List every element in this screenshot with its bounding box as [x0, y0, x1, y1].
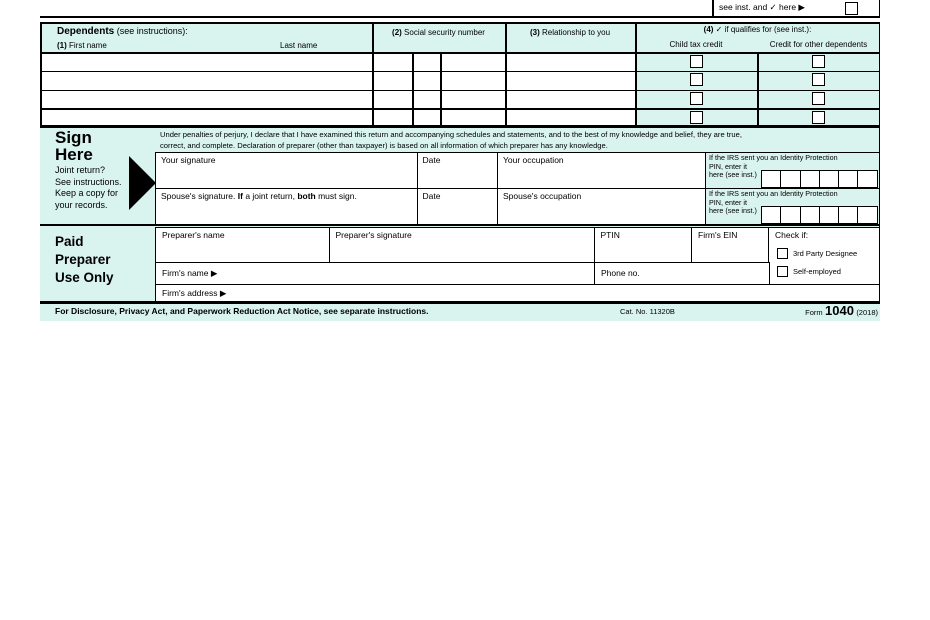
see-inst-note: see inst. and ✓ here ▶ [719, 2, 805, 12]
form-year: (2018) [856, 308, 878, 317]
firm-address-label: Firm's address ▶ [162, 288, 227, 298]
other-dependents-checkbox-row4[interactable] [812, 111, 825, 124]
dependent-relationship-cell-row1[interactable] [505, 52, 635, 71]
firm-name-field[interactable] [155, 262, 596, 286]
ssn-segment-divider [412, 52, 414, 127]
relationship-col-label: Relationship to you [539, 28, 611, 37]
dependent-relationship-cell-row2[interactable] [505, 71, 635, 90]
divider [879, 0, 881, 16]
relationship-col-number: (3) [529, 28, 540, 37]
child-tax-credit-checkbox-row4[interactable] [690, 111, 703, 124]
divider [40, 22, 42, 127]
sign-here-title-line2: Here [55, 145, 93, 164]
check-if-label: Check if: [775, 230, 809, 240]
pin-digit-box[interactable] [838, 206, 859, 224]
spouse-occupation-field[interactable] [497, 188, 707, 226]
preparer-signature-label: Preparer's signature [335, 230, 412, 240]
pin-digit-box[interactable] [800, 206, 821, 224]
qualifies-col-number: (4) [703, 25, 714, 34]
dependent-name-cell-row3[interactable] [40, 90, 372, 109]
child-tax-credit-checkbox-row3[interactable] [690, 92, 703, 105]
third-party-designee-label: 3rd Party Designee [793, 248, 858, 258]
child-tax-credit-checkbox-row2[interactable] [690, 73, 703, 86]
dependents-title: Dependents [57, 26, 115, 37]
pin-digit-box[interactable] [780, 170, 801, 188]
divider [40, 71, 880, 73]
form-identifier [730, 304, 878, 318]
pin-text-line3: here (see inst.) [709, 206, 757, 215]
pin-text-line3: here (see inst.) [709, 170, 757, 179]
ptin-field[interactable] [594, 227, 693, 264]
sign-here-side-note [55, 165, 122, 211]
divider [40, 22, 880, 24]
side-note-line: your records. [55, 199, 108, 210]
identity-protection-pin-cell-1 [705, 152, 880, 190]
your-signature-date-field[interactable] [417, 152, 499, 190]
date-label: Date [422, 191, 441, 201]
your-signature-label: Your signature [161, 155, 216, 165]
ssn-col-number: (2) [392, 28, 402, 37]
divider [879, 22, 881, 127]
side-note-line: See instructions. [55, 176, 122, 187]
section-divider [40, 224, 880, 227]
form-word: Form [805, 308, 823, 317]
your-occupation-label: Your occupation [503, 155, 564, 165]
pin-digit-box[interactable] [761, 206, 782, 224]
check-if-box [768, 227, 880, 285]
dependents-title-suffix: (see instructions): [114, 26, 188, 36]
paid-preparer-title-line1: Paid [55, 234, 84, 249]
dependent-name-cell-row2[interactable] [40, 71, 372, 90]
your-occupation-field[interactable] [497, 152, 707, 190]
pin-digit-box[interactable] [838, 170, 859, 188]
child-tax-credit-checkbox-row1[interactable] [690, 55, 703, 68]
other-dependents-checkbox-row3[interactable] [812, 92, 825, 105]
pin-text-line1: If the IRS sent you an Identity Protection [709, 153, 838, 162]
third-party-designee-checkbox[interactable] [777, 248, 788, 259]
ssn-segment-divider [440, 52, 442, 127]
preparer-signature-field[interactable] [329, 227, 596, 264]
pin-text-line2: PIN, enter it [709, 197, 747, 207]
self-employed-checkbox[interactable] [777, 266, 788, 277]
itemize-checkbox[interactable] [845, 2, 858, 15]
ptin-label: PTIN [600, 230, 620, 240]
first-name-col-label: First name [66, 41, 107, 50]
pin-digit-box[interactable] [819, 170, 840, 188]
pin-text-line2: PIN, enter it [709, 161, 747, 171]
section-divider [40, 125, 880, 128]
spouse-signature-field[interactable] [155, 188, 418, 226]
other-dependents-checkbox-row2[interactable] [812, 73, 825, 86]
footer-notice: For Disclosure, Privacy Act, and Paperwork Reduction Act Notice, see separate instructions. [55, 305, 429, 316]
spouse-occupation-label: Spouse's occupation [503, 191, 582, 201]
catalog-number: Cat. No. 11320B [620, 307, 675, 316]
paid-preparer-title-line2: Preparer [55, 252, 111, 267]
form-number: 1040 [825, 303, 854, 318]
paid-preparer-title-line3: Use Only [55, 270, 114, 285]
identity-pin-boxes [761, 170, 878, 188]
dependent-relationship-cell-row3[interactable] [505, 90, 635, 109]
divider [757, 52, 759, 127]
side-note-line: Keep a copy for [55, 188, 119, 198]
identity-protection-pin-cell-2 [705, 188, 880, 226]
sign-arrow-icon [129, 156, 156, 210]
dependent-ssn-cell-row2[interactable] [372, 71, 505, 90]
side-note-line: Joint return? [55, 165, 106, 175]
sign-here-title-line1: Sign [55, 128, 92, 147]
pin-digit-box[interactable] [800, 170, 821, 188]
last-name-col-label: Last name [280, 41, 318, 50]
divider [40, 52, 880, 54]
divider [635, 22, 637, 127]
first-name-col-number: (1) [57, 41, 67, 50]
firm-ein-label: Firm's EIN [698, 230, 738, 240]
dependent-ssn-cell-row3[interactable] [372, 90, 505, 109]
preparer-name-field[interactable] [155, 227, 330, 264]
perjury-statement-line2: correct, and complete. Declaration of preparer (other than taxpayer) is based on all information of which preparer has any knowledge. [160, 140, 608, 150]
your-signature-field[interactable] [155, 152, 418, 190]
divider [40, 90, 880, 92]
date-label: Date [422, 155, 441, 165]
phone-label: Phone no. [601, 268, 640, 278]
divider [712, 0, 714, 16]
pin-digit-box[interactable] [819, 206, 840, 224]
firm-ein-field[interactable] [691, 227, 770, 264]
qualifies-col-label: ✓ if qualifies for (see inst.): [713, 25, 812, 34]
pin-digit-box[interactable] [780, 206, 801, 224]
child-tax-credit-col-label: Child tax credit [669, 40, 723, 49]
other-dependents-checkbox-row1[interactable] [812, 55, 825, 68]
phone-field[interactable] [594, 262, 770, 286]
perjury-statement-line1: Under penalties of perjury, I declare that I have examined this return and accompanying schedules and statements, and to the best of my knowledge and belief, they are true, [160, 130, 742, 139]
dependent-name-cell-row1[interactable] [40, 52, 372, 71]
preparer-name-label: Preparer's name [162, 230, 225, 240]
ssn-col-label: Social security number [401, 28, 485, 37]
pin-digit-box[interactable] [857, 170, 878, 188]
identity-pin-boxes [761, 206, 878, 224]
divider [40, 16, 880, 18]
divider [40, 108, 880, 110]
pin-digit-box[interactable] [761, 170, 782, 188]
firm-name-label: Firm's name ▶ [162, 268, 218, 278]
dependent-ssn-cell-row1[interactable] [372, 52, 505, 71]
spouse-signature-label: Spouse's signature. If a joint return, both must sign. [161, 191, 357, 201]
pin-digit-box[interactable] [857, 206, 878, 224]
pin-text-line1: If the IRS sent you an Identity Protection [709, 189, 838, 198]
self-employed-label: Self-employed [793, 266, 841, 276]
spouse-signature-date-field[interactable] [417, 188, 499, 226]
other-dependents-col-label: Credit for other dependents [769, 40, 868, 49]
